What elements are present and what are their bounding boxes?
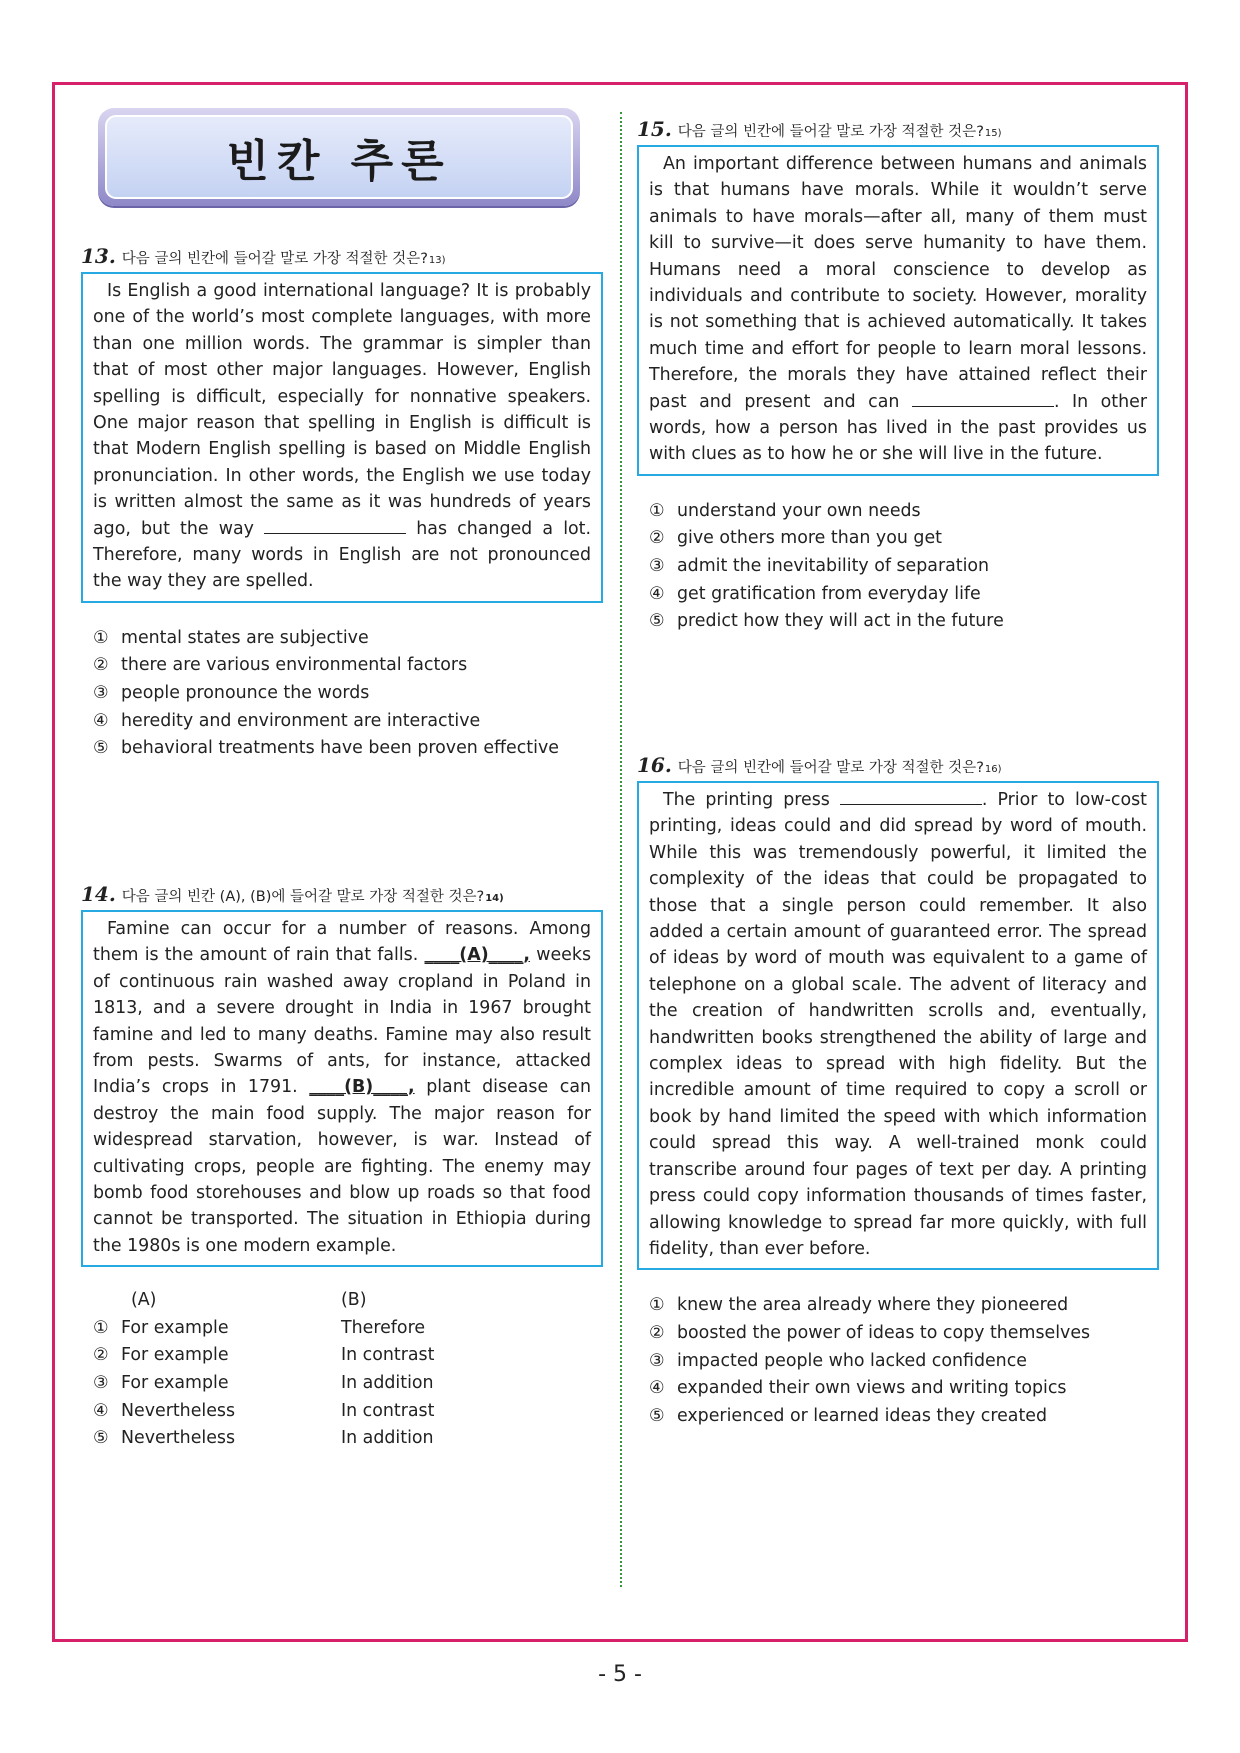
choice-text: predict how they will act in the future [677,611,1004,632]
page-number: - 5 - [598,1662,642,1687]
choice-item[interactable] [649,525,1159,553]
choice-text: mental states are subjective [121,627,369,648]
choice-mark: ② [649,1322,665,1343]
passage-text [93,916,591,1259]
passage-box [81,272,603,603]
choice-item[interactable] [649,498,1159,526]
choice-mark: ③ [93,683,109,704]
footnote-ref: 16) [984,764,1002,775]
choice-list [637,498,1159,636]
passage-part: Is English a good international language? It is probably one of the world’s most complete languages, with more than one million words. The grammar is simpler than that of most other major languages. However, English spelling is difficult, especially for nonnative speakers. One major reason that spelling in English is difficult is that Modern English spelling is based on Middle English pronunciation. In other words, the English we use today is written almost the same as it was hundreds of years ago, but the way [93,281,591,539]
choice-item[interactable] [93,735,603,763]
question-header [81,882,603,906]
passage-text [649,151,1147,468]
passage-part: plant disease can destroy the main food supply. The major reason for widespread starvation, however, is war. Instead of cultivating crops, people are fighting. The enemy may bomb food storehouses and blow up roads so that food cannot be transported. The situation in Ethiopia during the 1980s is one modern example. [93,1077,591,1256]
choice-a-text: For example [121,1373,229,1394]
question-16 [637,753,1159,1430]
answer-blank [264,516,406,534]
blank-a-label: ____(A)____, [424,945,531,966]
question-13 [81,244,603,763]
choice-list [81,625,603,763]
passage-part: Famine can occur for a number of reasons. Among them is the amount of rain that falls. [93,919,591,966]
footnote-ref: 13) [428,255,446,266]
answer-blank [840,787,982,805]
choice-mark: ④ [93,1400,109,1421]
choice-text: experienced or learned ideas they created [677,1405,1048,1426]
choice-mark: ⑤ [93,738,109,759]
footnote-ref: 14) [485,893,504,904]
choice-item[interactable] [93,1315,603,1343]
choice-text: admit the inevitability of separation [677,556,990,577]
choice-item[interactable] [649,1348,1159,1376]
choice-text: heredity and environment are interactive [121,710,481,731]
choice-b-text: In contrast [341,1345,435,1366]
section-title-inner [105,115,573,199]
choice-mark: ⑤ [649,611,665,632]
question-header [637,753,1159,777]
choice-mark: ③ [649,556,665,577]
choice-mark: ① [93,1317,109,1338]
passage-part: has changed a lot. Therefore, many words in English are not pronounced the way they are spelled. [93,518,592,592]
choice-item[interactable] [93,1370,603,1398]
column-a-header: (A) [131,1290,157,1311]
choice-item[interactable] [649,1292,1159,1320]
choice-list [637,1292,1159,1430]
choice-a-text: For example [121,1345,229,1366]
passage-part: . In other words, how a person has lived in the past provides us with clues as to how he or she will live in the future. [649,391,1147,465]
choice-text: there are various environmental factors [121,655,468,676]
passage-part: weeks of continuous rain washed away cropland in Poland in 1813, and a severe drought in India in 1967 brought famine and led to many deaths. Famine may also result from pests. Swarms of ants, for instance, attacked India’s crops in 1791. [93,945,592,1098]
column-b-header: (B) [341,1290,367,1311]
choice-text: knew the area already where they pioneered [677,1295,1069,1316]
choice-text: understand your own needs [677,500,921,521]
question-prompt: 다음 글의 빈칸에 들어갈 말로 가장 적절한 것은? [121,251,428,267]
passage-part: The printing press [663,790,830,810]
choice-item[interactable] [93,1398,603,1426]
choice-text: expanded their own views and writing topics [677,1378,1067,1399]
choice-text: boosted the power of ideas to copy themselves [677,1322,1091,1343]
question-number: 14. [81,882,116,906]
choice-text: get gratification from everyday life [677,583,981,604]
passage-part: . Prior to low-cost printing, ideas could and did spread by word of mouth. While this was tremendously powerful, it limited the complexity of the ideas that could be propagated to those that a single person could remember. It also added a certain amount of guaranteed error. The spread of ideas by word of mouth was equivalent to a game of telephone on a global scale. The advent of literacy and the creation of handwritten scrolls and, eventually, handwritten books strengthened the ability of large and complex ideas to spread with high fidelity. But the incredible amount of time required to copy a scroll or book by hand limited the speed with which information could spread this way. A well-trained monk could transcribe around four pages of text per day. A printing press could copy information thousands of times faster, allowing knowledge to spread far more quickly, with full fidelity, than ever before. [649,790,1148,1259]
choice-mark: ④ [649,1378,665,1399]
choice-item[interactable] [649,581,1159,609]
choice-text: give others more than you get [677,528,942,549]
blank-b-label: ____(B)____, [309,1077,415,1098]
choice-mark: ③ [93,1373,109,1394]
choice-text: people pronounce the words [121,683,370,704]
passage-box [81,910,603,1267]
choice-item[interactable] [93,680,603,708]
question-prompt: 다음 글의 빈칸 (A), (B)에 들어갈 말로 가장 적절한 것은? [121,889,485,905]
choice-item[interactable] [93,1425,603,1453]
answer-blank [912,389,1054,407]
choice-mark: ① [93,627,109,648]
question-14 [81,882,603,1453]
choice-b-text: In contrast [341,1400,435,1421]
choice-item[interactable] [93,1342,603,1370]
choice-item[interactable] [93,625,603,653]
passage-box [637,781,1159,1270]
choice-text: impacted people who lacked confidence [677,1350,1027,1371]
passage-text [649,787,1147,1262]
question-15 [637,117,1159,636]
choice-text: behavioral treatments have been proven effective [121,738,559,759]
choice-item[interactable] [649,553,1159,581]
ab-header-row [93,1287,603,1315]
choice-mark: ③ [649,1350,665,1371]
choice-a-text: Nevertheless [121,1428,236,1449]
choice-mark: ② [649,528,665,549]
passage-box [637,145,1159,476]
choice-mark: ⑤ [649,1405,665,1426]
choice-b-text: In addition [341,1428,434,1449]
choice-item[interactable] [93,708,603,736]
question-number: 15. [637,117,672,141]
choice-item[interactable] [93,652,603,680]
question-prompt: 다음 글의 빈칸에 들어갈 말로 가장 적절한 것은? [677,760,984,776]
choice-mark: ④ [649,583,665,604]
question-header [637,117,1159,141]
section-title-badge [98,108,580,206]
choice-mark: ② [93,655,109,676]
choice-mark: ① [649,500,665,521]
choice-mark: ① [649,1295,665,1316]
section-title: 빈칸 추론 [226,136,452,187]
choice-b-text: In addition [341,1373,434,1394]
column-divider [620,112,622,1587]
choice-a-text: Nevertheless [121,1400,236,1421]
ab-choice-table [81,1287,603,1453]
choice-item[interactable] [649,1403,1159,1431]
passage-part: An important difference between humans and animals is that humans have morals. While it wouldn’t serve animals to have morals—after all, many of them must kill to survive—it does serve humanity to have them. Humans need a moral conscience to develop as individuals and contribute to society. However, morality is not something that is achieved automatically. It takes much time and effort for people to learn moral lessons. Therefore, the morals they have attained reflect their past and present and can [649,154,1147,412]
choice-item[interactable] [649,1320,1159,1348]
question-header [81,244,603,268]
choice-mark: ④ [93,710,109,731]
choice-mark: ② [93,1345,109,1366]
choice-a-text: For example [121,1317,229,1338]
choice-mark: ⑤ [93,1428,109,1449]
passage-text [93,278,591,595]
footnote-ref: 15) [984,128,1002,139]
choice-item[interactable] [649,1375,1159,1403]
question-number: 16. [637,753,672,777]
choice-b-text: Therefore [341,1317,426,1338]
choice-item[interactable] [649,608,1159,636]
question-prompt: 다음 글의 빈칸에 들어갈 말로 가장 적절한 것은? [677,124,984,140]
question-number: 13. [81,244,116,268]
